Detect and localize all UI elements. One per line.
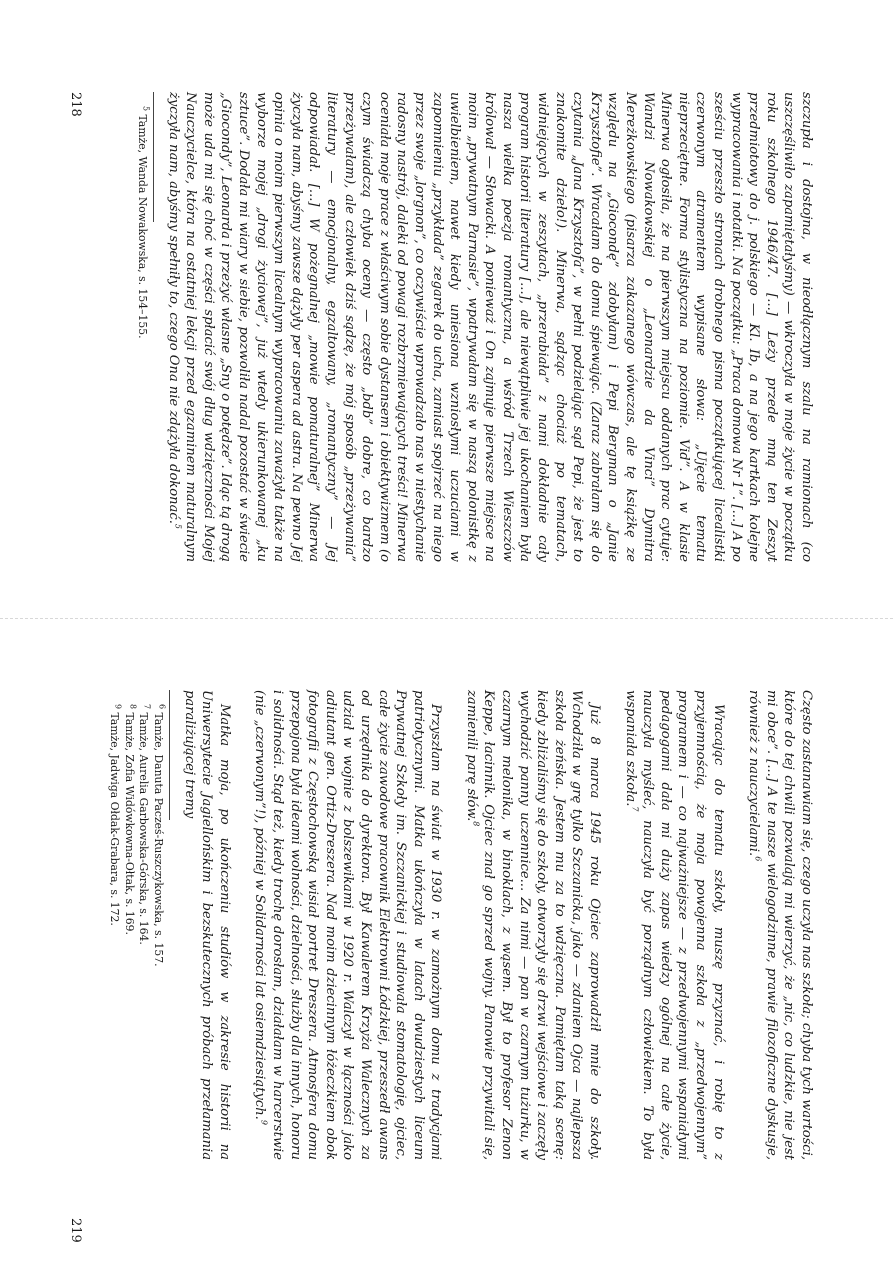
footnote-number: 5 [141, 106, 151, 112]
footnote-text: Tamże, Wanda Nowakowska, s. 154–155. [136, 114, 150, 339]
footnote-number: 6 [157, 704, 167, 710]
footnote-mark: 8 [471, 821, 481, 827]
right-body [107, 690, 815, 1160]
footnote-mark: 6 [753, 856, 763, 862]
right-paragraph: Wracając do tematu szkoły, muszę przyznać, i robię to z przyjemnością, że moja powojenna szkoła z „przedwojennym” programem i — co najważniejsze — z przedwojennymi wspaniałymi pedagogami dała mi duży zapas wiedzy ogólnej na całe życie, nauczyła myśleć, nauczyła być porządnym człowiekiem. To była wspaniała szkoła.$^7$ [622, 690, 726, 1160]
left-footnotes [134, 92, 149, 562]
footnote [150, 690, 165, 1160]
footnote-mark: 7 [630, 806, 640, 812]
page-right [0, 620, 893, 1263]
gutter-line [0, 618, 893, 619]
right-paragraph: Często zastanawiam się, czego uczyła nas szkoła; chyba tych wartości, które do tej chwili pozwalają mi wierzyć, że „nic, co ludzkie, nie jest mi obce”. [...] A te nasze wielogodzinne, prawie filozoficzne dyskusje, również z nauczycielami.$^6$ [746, 690, 814, 1160]
footnote [121, 690, 136, 1160]
left-paragraph-text: szczupła i dostojna, w nieodłącznym szalu na ramionach (co uszczęśliwiło zapamiętałyśmy) — wkroczyła w moje życie w początku roku szkolnego 1946/47. [...] Leży przede mną ten Zeszyt przedmiotowy do j. polskiego — Kl. Ib, a na jego kartkach kolejne wypracowania i notatki. Na początku: „Praca domowa Nr 1”. [...] A po sześciu przeszło stronach drobnego pisma początkującej licealistki czerwonym atramentem wypisane słowa: „Ujęcie tematu nieprzeciętne. Forma stylistyczna na poziomie. Vid”. A w klasie Minerwa ogłosiła, że na pierwszym miejscu oddanych prac cytuje: Wandzi Nowakowskiej o „Leonardzie da Vinci” Dymitra Mereżkowskiego (pisarza zakazanego wówczas, ale tę książkę ze względu na „Giocondę” zdobyłam) i Pepi Bergman o „Janie Krzysztofie”. Wracałam do domu śpiewając. (Zaraz zabrałam się do czytania „Jana Krzysztofa”, w pełni podzielając sąd Pepi, że jest to znakomite dzieło!). Minerwa, sądząc chociaż po tematach, widniejących w zeszytach, „przerabiała” z nami dokładnie cały program historii literatury [...], ale niewątpliwie jej ukochaniem była nasza wielka poezja romantyczna, a wśród Trzech Wieszczów królował — Słowacki. A ponieważ i On zajmuje pierwsze miejsce na moim „prywatnym Parnasie”, wpatrywałam się w naszą polonistkę z uwielbieniem, nawet kiedy uniesiona wzniosłymi uczuciami w zapomnieniu „przykłada” zegarek do ucha, zamiast spojrzeć na niego przez swoje „lorgnon”, co oczywiście wprowadzało nas w niestychanie radosny nastrój, daleki od powagi rozbrzmiewających treści! Minerwa oceniała moje prace z właściwym sobie dystansem i obiektywizmem (o czym świadczą chyba oceny — często „bdb” dobre, co bardzo przeżywałam), ale człowiek dziś sądzę, że mój sposób „przeżywania” literatury — emocjonalny, egzaltowany, „romantyczny” — Jej odpowiadał. [...] W pożegnalnej „mowie pomaturalnej” Minerwa życzyła nam, abyśmy zawsze dążyły per aspera ad astra. Na pewno Jej opinia o moim pierwszym licealnym wypracowaniu zaważyła także na wyborze mojej „drogi życiowej”, już wtedy ukierunkowanej „ku sztuce”. Dodała mi wiary w siebie, pozwoliła nadal pozostać w świecie „Giocondy”, Leonarda i przeżyć własne „Sny o potędze”. Idąc tą drogą może uda mi się choć w części spłacić swój dług wdzięczności Mojej Nauczycielce, która na ostatniej lekcji przed egzaminem maturalnym życzyła nam, abyśmy spełniły to, czego Ona nie zdążyła dokonać [165, 92, 814, 562]
footnote-text: Tamże, Jadwiga Ołdak-Grabara, s. 172. [108, 712, 122, 926]
page-number-right: 219 [68, 1218, 83, 1243]
right-paragraph: Już 8 marca 1945 roku Ojciec zaprowadził mnie do szkoły. Wchodziła w grę tylko Szczanicka, jako — zdaniem Ojca — najlepsza szkoła żeńska. Jestem mu za to wdzięczna. Pamiętam taką scenę: kiedy zbliżaliśmy się do szkoły, otworzyły się drzwi wejściowe i zaczęły wychodzić panny uczennice... Za nimi — pan w czarnym tużurku, w czarnym melonika, w binoklach, z wąsem. Był to profesor Zenon Keppe, łacinnik. Ojciec znał go sprzed wojny. Panowie przywitali się, zamienili parę słów.$^8$ [463, 690, 603, 1160]
footnote-number: 7 [143, 704, 152, 710]
footnote-mark: 5 [172, 523, 182, 529]
right-paragraph [180, 690, 233, 1160]
left-body [134, 92, 815, 562]
footnote [134, 92, 149, 562]
left-paragraph: szczupła i dostojna, w nieodłącznym szalu na ramionach (co uszczęśliwiło zapamiętałyśmy) — wkroczyła w moje życie w początku roku szkolnego 1946/47. [...] Leży przede mną ten Zeszyt przedmiotowy do j. polskiego — Kl. Ib, a na jego kartkach kolejne wypracowania i notatki. Na początku: „Praca domowa Nr 1”. [...] A po sześciu przeszło stronach drobnego pisma początkującej licealistki czerwonym atramentem wypisane słowa: „Ujęcie tematu nieprzeciętne. Forma stylistyczna na poziomie. Vid”. A w klasie Minerwa ogłosiła, że na pierwszym miejscu oddanych prac cytuje: Wandzi Nowakowskiej o „Leonardzie da Vinci” Dymitra Mereżkowskiego (pisarza zakazanego wówczas, ale tę książkę ze względu na „Giocondę” zdobyłam) i Pepi Bergman o „Janie Krzysztofie”. Wracałam do domu śpiewając. (Zaraz zabrałam się do czytania „Jana Krzysztofa”, w pełni podzielając sąd Pepi, że jest to znakomite dzieło!). Minerwa, sądząc chociaż po tematach, widniejących w zeszytach, „przerabiała” z nami dokładnie cały program historii literatury [...], ale niewątpliwie jej ukochaniem była nasza wielka poezja romantyczna, a wśród Trzech Wieszczów królował — Słowacki. A ponieważ i On zajmuje pierwsze miejsce na moim „prywatnym Parnasie”, wpatrywałam się w naszą polonistkę z uwielbieniem, nawet kiedy uniesiona wzniosłymi uczuciami w zapomnieniu „przykłada” zegarek do ucha, zamiast spojrzeć na niego przez swoje „lorgnon”, co oczywiście wprowadzało nas w niestychanie radosny nastrój, daleki od powagi rozbrzmiewających treści! Minerwa oceniała moje prace z właściwym sobie dystansem i obiektywizmem (o czym świadczą chyba oceny — często „bdb” dobre, co bardzo przeżywałam), ale człowiek dziś sądzę, że mój sposób „przeżywania” literatury — emocjonalny, egzaltowany, „romantyczny” — Jej odpowiadał. [...] W pożegnalnej „mowie pomaturalnej” Minerwa życzyła nam, abyśmy zawsze dążyły per aspera ad astra. Na pewno Jej opinia o moim pierwszym licealnym wypracowaniu zaważyła także na wyborze mojej „drogi życiowej”, już wtedy ukierunkowanej „ku sztuce”. Dodała mi wiary w siebie, pozwoliła nadal pozostać w świecie „Giocondy”, Leonarda i przeżyć własne „Sny o potędze”. Idąc tą drogą może uda mi się choć w części spłacić swój dług wdzięczności Mojej Nauczycielce, która na ostatniej lekcji przed egzaminem maturalnym życzyła nam, abyśmy spełniły to, czego Ona nie zdążyła dokonać.$^5$ [165, 92, 814, 562]
footnote-number: 9 [113, 704, 123, 710]
footnote-number: 8 [128, 704, 138, 710]
right-paragraph-text: Przyszłam na świat w 1930 r. w zamożnym domu z tradycjami patriotycznymi. Matka ukończyła w latach dwudziestych liceum Prywatnej Szkoły im. Szczanickiej i studiowała stomatologię, ojciec, całe życie zawodowe pracownik Elektrowni Łódzkiej, przeszedł awans od urzędnika do dyrektora. Był Kawalerem Krzyża Walecznych za udział w wojnie z bolszewikami w 1920 r. Walczył w łączności jako adiutant gen. Ortiz-Dreszera. Nad moim dziecinnym łóżeczkiem obok fotografii z Częstochowską wisiał portret Dreszera. Atmosfera domu przepojona była ideami wolności, dzielności, służby dla innych, honoru i solidności. Stąd też, kiedy trochę dorosłam, działałam w harcerstwie (nie „czerwonym”!), później w Solidarności lat osiemdziesiątych [252, 690, 444, 1160]
right-paragraph-text: Już 8 marca 1945 roku Ojciec zaprowadził mnie do szkoły. Wchodziła w grę tylko Szczanicka, jako — zdaniem Ojca — najlepsza szkoła żeńska. Jestem mu za to wdzięczna. Pamiętam taką scenę: kiedy zbliżaliśmy się do szkoły, otworzyły się drzwi wejściowe i zaczęły wychodzić panny uczennice... Za nimi — pan w czarnym tużurku, w czarnym melonika, w binoklach, z wąsem. Był to profesor Zenon Keppe, łacinnik. Ojciec znał go sprzed wojny. Panowie przywitali się, zamienili parę słów [463, 690, 603, 1160]
footnote-mark: 9 [259, 1119, 269, 1125]
footnote-text: Tamże, Zofia Widówkowna-Ołtak, s. 169. [122, 712, 136, 935]
page-number-left: 218 [68, 92, 83, 117]
footnote-text: Tamże, Aurelia Garbowska-Górska, s. 164. [137, 712, 151, 945]
right-paragraph-text: Wracając do tematu szkoły, muszę przyznać, i robię to z przyjemnością, że moja powojenna szkoła z „przedwojennym” programem i — co najważniejsze — z przedwojennymi wspaniałymi pedagogami dała mi duży zapas wiedzy ogólnej na całe życie, nauczyła myśleć, nauczyła być porządnym człowiekiem. To była wspaniała szkoła [622, 690, 726, 1160]
right-paragraph-text: Często zastanawiam się, czego uczyła nas szkoła; chyba tych wartości, które do tej chwili pozwalają mi wierzyć, że „nic, co ludzkie, nie jest mi obce”. [...] A te nasze wielogodzinne, prawie filozoficzne dyskusje, również z nauczycielami [746, 690, 814, 1160]
right-paragraph: Przyszłam na świat w 1930 r. w zamożnym domu z tradycjami patriotycznymi. Matka ukończyła w latach dwudziestych liceum Prywatnej Szkoły im. Szczanickiej i studiowała stomatologię, ojciec, całe życie zawodowe pracownik Elektrowni Łódzkiej, przeszedł awans od urzędnika do dyrektora. Był Kawalerem Krzyża Walecznych za udział w wojnie z bolszewikami w 1920 r. Walczył w łączności jako adiutant gen. Ortiz-Dreszera. Nad moim dziecinnym łóżeczkiem obok fotografii z Częstochowską wisiał portret Dreszera. Atmosfera domu przepojona była ideami wolności, dzielności, służby dla innych, honoru i solidności. Stąd też, kiedy trochę dorosłam, działałam w harcerstwie (nie „czerwonym”!), później w Solidarności lat osiemdziesiątych.$^9$ [252, 690, 444, 1160]
footnote [136, 690, 151, 1160]
footnote-rule [153, 92, 154, 222]
footnote-text: Tamże, Danuta Pacześ-Ruszczykowska, s. 157. [152, 712, 165, 967]
right-paragraph-text: Matka moja, po ukończeniu studiów w zakresie historii na Uniwersytecie Jagiellońskim i bezskutecznych próbach przełamania paraliżującej tremy [181, 690, 232, 1160]
page-left [0, 0, 893, 618]
right-footnotes [107, 690, 165, 1160]
footnote-rule [169, 690, 170, 820]
footnote [107, 690, 122, 1160]
